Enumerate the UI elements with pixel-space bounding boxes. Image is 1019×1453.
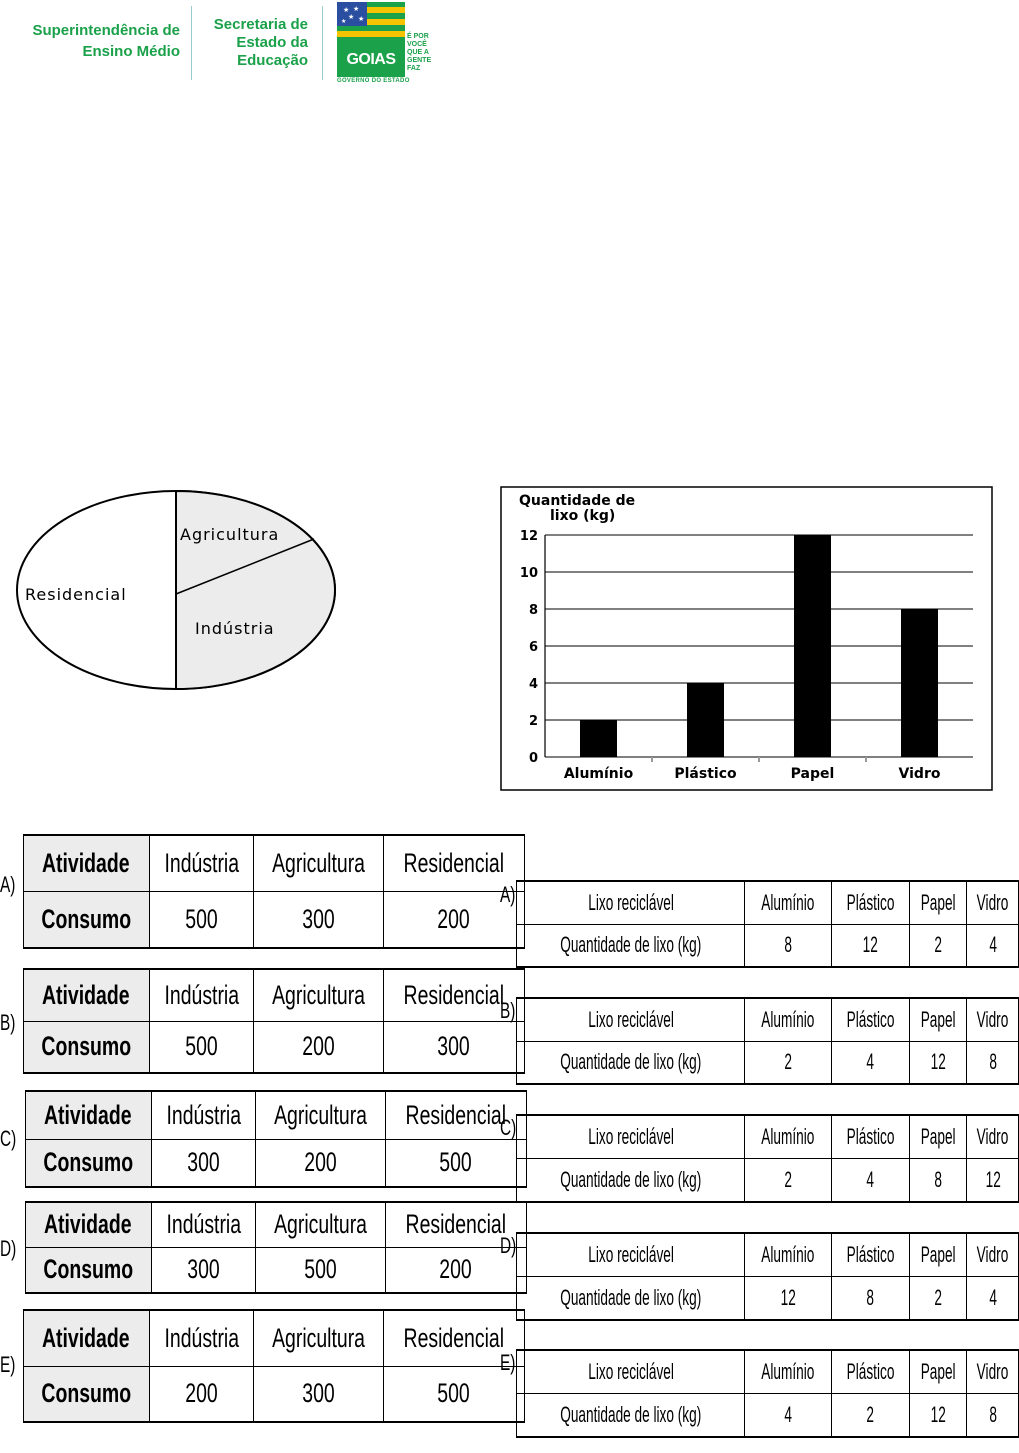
option-letter[interactable]: B)	[500, 998, 516, 1023]
table-cell: Vidro	[967, 998, 1019, 1041]
x-tick-label: Alumínio	[563, 766, 634, 782]
table-cell: 8	[967, 1393, 1019, 1437]
table-cell: 4	[832, 1041, 910, 1084]
flag-wordmark: GOIAS	[346, 51, 396, 68]
table-cell: Agricultura	[254, 969, 384, 1021]
table-cell: 500	[149, 1021, 254, 1073]
table-cell: 4	[967, 1276, 1019, 1320]
y-tick-label: 0	[528, 751, 538, 766]
table-cell: 8	[910, 1158, 967, 1202]
option-letter[interactable]: A)	[500, 882, 516, 907]
bar-alumínio	[580, 720, 617, 757]
option-table[interactable]	[516, 997, 1019, 1085]
table-cell: 8	[967, 1041, 1019, 1084]
table-cell: Plástico	[832, 1233, 910, 1276]
flag-slogan	[407, 33, 437, 73]
bar-plástico	[687, 683, 724, 757]
option-table[interactable]	[25, 1090, 527, 1188]
table-cell: Quantidade de lixo (kg)	[517, 1393, 745, 1437]
table-cell: 500	[149, 891, 254, 948]
table-cell: 4	[967, 924, 1019, 967]
table-cell: Plástico	[832, 1350, 910, 1393]
table-cell: 8	[745, 924, 832, 967]
option-table[interactable]	[516, 880, 1019, 968]
logo-divider	[191, 6, 192, 80]
table-cell: Vidro	[967, 1350, 1019, 1393]
table-cell: Plástico	[832, 998, 910, 1041]
option-table[interactable]	[23, 968, 525, 1074]
bar-vidro	[901, 609, 938, 757]
y-tick-label: 12	[519, 529, 538, 544]
table-cell: Quantidade de lixo (kg)	[517, 924, 745, 967]
table-cell: 200	[149, 1366, 254, 1422]
svg-text:★: ★	[341, 19, 347, 25]
table-cell: Papel	[910, 1115, 967, 1158]
table-cell: Agricultura	[254, 1310, 384, 1366]
option-letter[interactable]: D)	[0, 1236, 17, 1261]
table-cell: 4	[745, 1393, 832, 1437]
table-cell: Quantidade de lixo (kg)	[517, 1158, 745, 1202]
table-cell: Papel	[910, 881, 967, 924]
option-table[interactable]	[516, 1114, 1019, 1203]
table-cell: 500	[386, 1139, 527, 1187]
table-cell: 200	[384, 891, 525, 948]
y-tick-label: 2	[528, 714, 538, 729]
table-cell: Atividade	[24, 835, 150, 891]
logo-superintendencia	[20, 20, 180, 62]
table-cell: Consumo	[26, 1247, 152, 1293]
table-cell: 12	[967, 1158, 1019, 1202]
pie-label-agricultura: Agricultura	[180, 525, 280, 544]
table-cell: Vidro	[967, 881, 1019, 924]
table-cell: Papel	[910, 998, 967, 1041]
option-letter[interactable]: C)	[0, 1126, 17, 1151]
table-cell: 2	[745, 1158, 832, 1202]
option-table[interactable]	[23, 1309, 525, 1423]
table-cell: 12	[745, 1276, 832, 1320]
table-cell: Consumo	[24, 1021, 150, 1073]
table-cell: Indústria	[151, 1202, 256, 1247]
x-tick-label: Vidro	[898, 766, 941, 782]
table-cell: Atividade	[26, 1091, 152, 1139]
table-cell: Indústria	[149, 969, 254, 1021]
table-cell: 300	[384, 1021, 525, 1073]
table-cell: Agricultura	[256, 1202, 386, 1247]
table-cell: Lixo reciclável	[517, 1233, 745, 1276]
table-cell: Quantidade de lixo (kg)	[517, 1041, 745, 1084]
table-cell: Papel	[910, 1350, 967, 1393]
table-cell: Residencial	[384, 1310, 525, 1366]
table-cell: 200	[256, 1139, 386, 1187]
y-tick-label: 8	[528, 603, 538, 618]
table-cell: Agricultura	[256, 1091, 386, 1139]
svg-text:★: ★	[353, 6, 360, 13]
table-cell: Alumínio	[745, 1233, 832, 1276]
logo-line: Ensino Médio	[82, 43, 180, 60]
table-cell: Vidro	[967, 1233, 1019, 1276]
slogan-line: QUE A	[407, 49, 429, 56]
table-cell: 12	[910, 1393, 967, 1437]
y-tick-label: 6	[528, 640, 538, 655]
bar-papel	[794, 535, 831, 757]
logo-secretaria	[200, 16, 308, 70]
x-tick-label: Plástico	[674, 766, 737, 782]
table-cell: Lixo reciclável	[517, 998, 745, 1041]
slogan-line: É POR	[407, 33, 429, 40]
logo-line: Secretaria de	[213, 16, 308, 33]
logo-line: Estado da	[236, 34, 308, 51]
table-cell: 2	[832, 1393, 910, 1437]
slogan-line: VOCÊ	[407, 41, 427, 48]
chart-title-line: Quantidade de	[519, 493, 636, 509]
table-cell: 300	[254, 1366, 384, 1422]
y-tick-label: 4	[528, 677, 538, 692]
option-letter[interactable]: E)	[0, 1352, 16, 1377]
svg-text:★: ★	[343, 7, 350, 14]
table-cell: Atividade	[24, 969, 150, 1021]
table-cell: Residencial	[384, 835, 525, 891]
table-cell: Consumo	[26, 1139, 152, 1187]
pie-label-residencial: Residencial	[25, 585, 127, 604]
table-cell: 300	[151, 1247, 256, 1293]
pie-label-industria: Indústria	[195, 619, 275, 638]
table-cell: 12	[910, 1041, 967, 1084]
table-cell: Consumo	[24, 1366, 150, 1422]
table-cell: Alumínio	[745, 881, 832, 924]
table-cell: Atividade	[26, 1202, 152, 1247]
option-letter[interactable]: E)	[500, 1350, 516, 1375]
option-letter[interactable]: A)	[0, 872, 16, 897]
slogan-line: GENTE	[407, 57, 432, 64]
table-cell: Indústria	[151, 1091, 256, 1139]
table-cell: Alumínio	[745, 998, 832, 1041]
option-letter[interactable]: C)	[500, 1115, 517, 1140]
option-table[interactable]	[23, 834, 525, 949]
chart-title-line: lixo (kg)	[550, 508, 616, 524]
pie-slice-right-half	[176, 491, 335, 689]
table-cell: Residencial	[386, 1202, 527, 1247]
flag-government-label: GOVERNO DO ESTADO	[337, 78, 410, 84]
table-cell: Lixo reciclável	[517, 1115, 745, 1158]
table-cell: 12	[832, 924, 910, 967]
table-cell: Residencial	[386, 1091, 527, 1139]
table-cell: Atividade	[24, 1310, 150, 1366]
table-cell: Residencial	[384, 969, 525, 1021]
table-cell: Consumo	[24, 891, 150, 948]
pie-chart	[15, 488, 345, 694]
table-cell: Indústria	[149, 1310, 254, 1366]
table-cell: Papel	[910, 1233, 967, 1276]
x-tick-label: Papel	[790, 766, 835, 782]
option-table[interactable]	[25, 1201, 527, 1294]
table-cell: 300	[151, 1139, 256, 1187]
option-letter[interactable]: B)	[0, 1010, 16, 1035]
svg-text:★: ★	[358, 16, 365, 23]
table-cell: Indústria	[149, 835, 254, 891]
table-cell: Vidro	[967, 1115, 1019, 1158]
logo-divider	[322, 6, 323, 80]
table-cell: Lixo reciclável	[517, 1350, 745, 1393]
table-cell: Lixo reciclável	[517, 881, 745, 924]
table-cell: 300	[254, 891, 384, 948]
table-cell: 500	[256, 1247, 386, 1293]
option-letter[interactable]: D)	[500, 1233, 517, 1258]
table-cell: Quantidade de lixo (kg)	[517, 1276, 745, 1320]
table-cell: Alumínio	[745, 1115, 832, 1158]
table-cell: 500	[384, 1366, 525, 1422]
table-cell: 4	[832, 1158, 910, 1202]
table-cell: Plástico	[832, 1115, 910, 1158]
table-cell: 8	[832, 1276, 910, 1320]
y-tick-label: 10	[519, 566, 538, 581]
table-cell: 2	[910, 924, 967, 967]
table-cell: 2	[910, 1276, 967, 1320]
table-cell: 2	[745, 1041, 832, 1084]
slogan-line: FAZ	[407, 65, 421, 72]
bar-chart	[500, 486, 994, 792]
logo-line: Superintendência de	[32, 22, 180, 39]
table-cell: 200	[386, 1247, 527, 1293]
logo-line: Educação	[237, 52, 308, 69]
table-cell: 200	[254, 1021, 384, 1073]
option-table[interactable]	[516, 1349, 1019, 1438]
table-cell: Alumínio	[745, 1350, 832, 1393]
option-table[interactable]	[516, 1232, 1019, 1321]
table-cell: Plástico	[832, 881, 910, 924]
table-cell: Agricultura	[254, 835, 384, 891]
svg-text:★: ★	[348, 14, 355, 21]
